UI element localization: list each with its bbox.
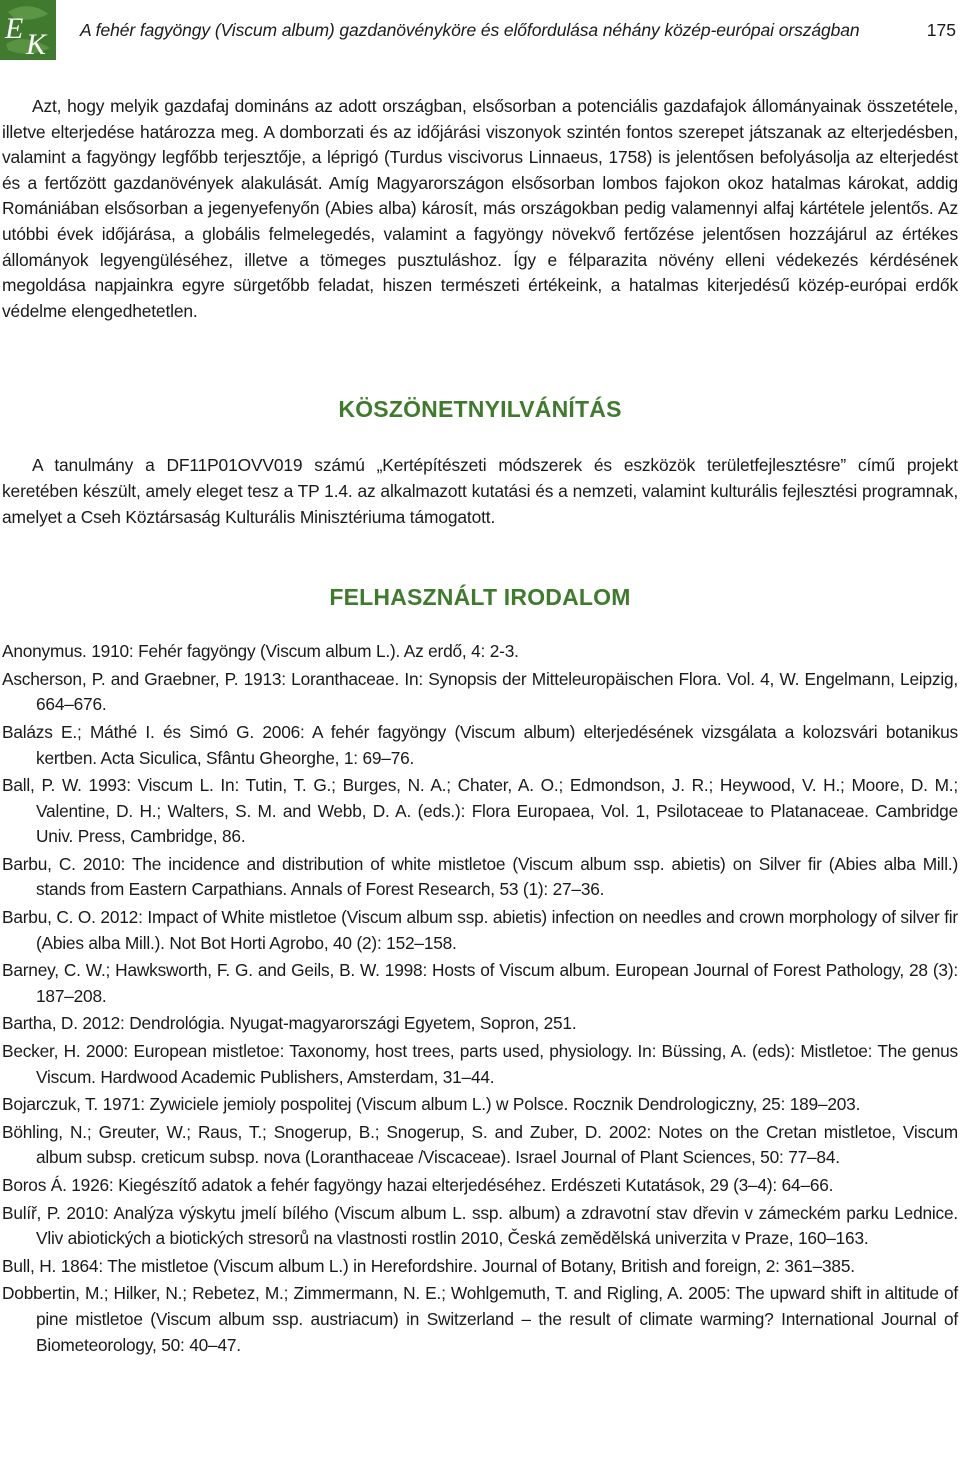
reference-item: Dobbertin, M.; Hilker, N.; Rebetez, M.; Zimmermann, N. E.; Wohlgemuth, T. and Rigling, A. 2005: The upward shift in altitude of pine mistletoe (Viscum album ssp. austriacum) in Switzerland – the result of climate warming? International Journal of Biometeorology, 50: 40–47. — [2, 1283, 958, 1355]
reference-item: Bulíř, P. 2010: Analýza výskytu jmelí bílého (Viscum album L. ssp. album) a zdravotní stav dřevin v zámeckém parku Lednice. Vliv abiotických a biotických stresorů na vlastnosti rostlin 2010, Česká zemědělská univerzita v Praze, 160–163. — [2, 1202, 958, 1249]
svg-text:E: E — [5, 12, 24, 45]
acknowledgement-heading: KÖSZÖNETNYILVÁNÍTÁS — [338, 396, 622, 423]
reference-item: Bartha, D. 2012: Dendrológia. Nyugat-magyarországi Egyetem, Sopron, 251. — [2, 1013, 577, 1034]
journal-logo — [0, 0, 56, 60]
reference-item: Anonymus. 1910: Fehér fagyöngy (Viscum album L.). Az erdő, 4: 2-3. — [2, 641, 519, 662]
reference-item: Barney, C. W.; Hawksworth, F. G. and Geils, B. W. 1998: Hosts of Viscum album. European Journal of Forest Pathology, 28 (3): 187–208. — [2, 960, 958, 1006]
reference-item: Barbu, C. 2010: The incidence and distribution of white mistletoe (Viscum album ssp. abietis) on Silver fir (Abies alba Mill.) stands from Eastern Carpathians. Annals of Forest Research, 53 (1): 27–36. — [2, 853, 958, 900]
page-body — [2, 94, 958, 1360]
reference-item: Bojarczuk, T. 1971: Zywiciele jemioly pospolitej (Viscum album L.) w Polsce. Rocznik Dendrologiczny, 25: 189–203. — [2, 1094, 861, 1115]
acknowledgement-paragraph: A tanulmány a DF11P01OVV019 számú „Kertépítészeti módszerek és eszközök területfejlesztésre” című projekt keretében készült, amely eleget tesz a TP 1.4. az alkalmazott kutatási és a nemzeti, valamint kulturális fejlesztési programnak, amelyet a Cseh Köztársaság Kulturális Minisztériuma támogatott. — [2, 455, 958, 527]
reference-item: Ascherson, P. and Graebner, P. 1913: Loranthaceae. In: Synopsis der Mitteleuropäischen Flora. Vol. 4, W. Engelmann, Leipzig, 664–676. — [2, 668, 958, 715]
references-heading: FELHASZNÁLT IRODALOM — [329, 584, 631, 611]
svg-text:K: K — [26, 28, 47, 60]
reference-item: Barbu, C. O. 2012: Impact of White mistletoe (Viscum album ssp. abietis) infection on needles and crown morphology of silver fir (Abies alba Mill.). Not Bot Horti Agrobo, 40 (2): 152–158. — [2, 907, 958, 953]
intro-section — [2, 94, 958, 324]
reference-list — [2, 639, 958, 1358]
acknowledgement-section — [2, 453, 958, 530]
page-number: 175 — [926, 20, 956, 40]
reference-item: Böhling, N.; Greuter, W.; Raus, T.; Snogerup, B.; Snogerup, S. and Zuber, D. 2002: Notes on the Cretan mistletoe, Viscum album subsp. creticum subsp. nova (Loranthaceae /Viscaceae). Israel Journal of Plant Sciences, 50: 77–84. — [2, 1121, 958, 1168]
reference-item: Becker, H. 2000: European mistletoe: Taxonomy, host trees, parts used, physiology. In: Büssing, A. (eds): Mistletoe: The genus Viscum. Hardwood Academic Publishers, Amsterdam, 31–44. — [2, 1041, 958, 1087]
reference-item: Bull, H. 1864: The mistletoe (Viscum album L.) in Herefordshire. Journal of Botany, British and foreign, 2: 361–385. — [2, 1255, 855, 1276]
reference-item: Balázs E.; Máthé I. és Simó G. 2006: A fehér fagyöngy (Viscum album) elterjedésének vizsgálata a kolozsvári botanikus kertben. Acta Siculica, Sfântu Gheorghe, 1: 69–76. — [2, 721, 958, 768]
reference-item: Ball, P. W. 1993: Viscum L. In: Tutin, T. G.; Burges, N. A.; Chater, A. O.; Edmondson, J. R.; Heywood, V. H.; Moore, D. M.; Valentine, D. H.; Walters, S. M. and Webb, D. A. (eds.): Flora Europaea, Vol. 1, Psilotaceae to Platanaceae. Cambridge Univ. Press, Cambridge, 86. — [2, 775, 958, 847]
running-title: A fehér fagyöngy (Viscum album) gazdanövényköre és előfordulása néhány közép-európai országban — [80, 20, 860, 40]
page-header — [0, 0, 960, 62]
reference-item: Boros Á. 1926: Kiegészítő adatok a fehér fagyöngy hazai elterjedéséhez. Erdészeti Kutatások, 29 (3–4): 64–66. — [2, 1175, 834, 1195]
intro-paragraph: Azt, hogy melyik gazdafaj domináns az adott országban, elsősorban a potenciális gazdafajok állományainak összetétele, illetve elterjedése határozza meg. A domborzati és az időjárási viszonyok szintén fontos szerepet játszanak az elterjedésben, valamint a fagyöngy legfőbb terjesztője, a léprigó (Turdus viscivorus Linnaeus, 1758) is jelentősen befolyásolja az elterjedést és a fertőzött gazdanövények alakulását. Amíg Magyarországon elsősorban lombos fajokon okoz hatalmas károkat, addig Romániában elsősorban a jegenyefenyőn (Abies alba) károsít, más országokban pedig valamennyi alfaj kártétele jelentős. Az utóbbi évek időjárása, a globális felmelegedés, valamint a fagyöngy növekvő fertőzése jelentősen hozzájárul az értékes állományok legyengüléséhez, illetve a tömeges pusztuláshoz. Így e félparazita növény elleni védekezés kérdésének megoldása napjainkra egyre sürgetőbb feladat, hiszen természeti értékeink, a hatalmas kiterjedésű közép-európai erdők védelme elengedhetetlen. — [2, 96, 958, 321]
